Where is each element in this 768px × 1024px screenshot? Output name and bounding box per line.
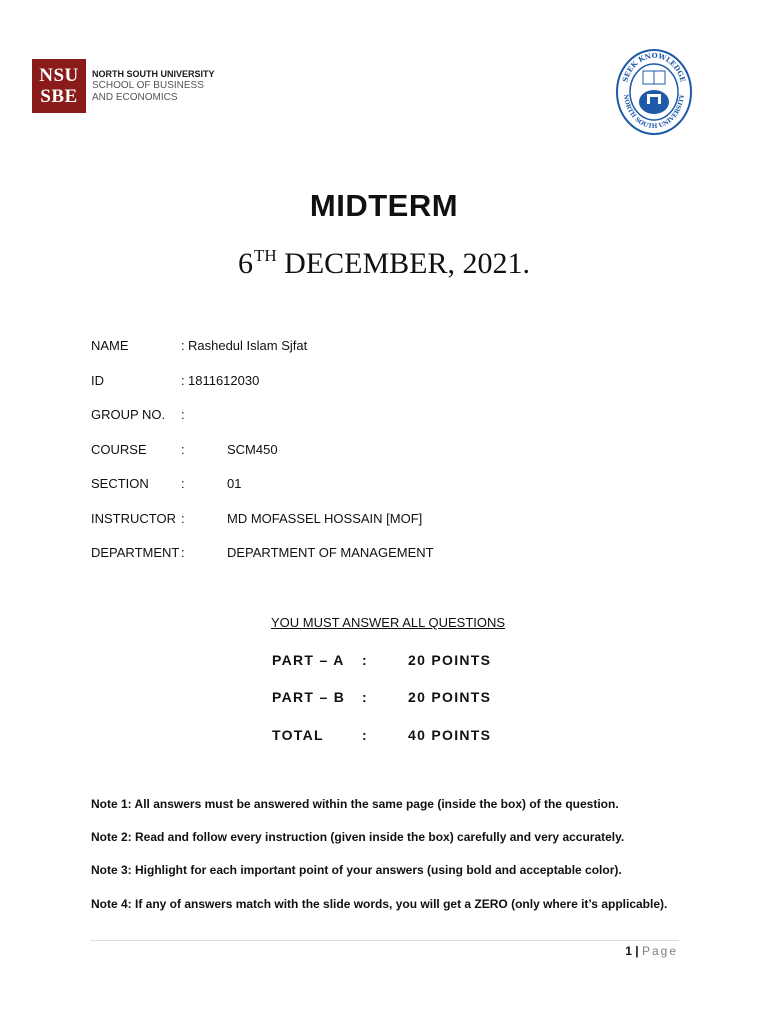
page-number-value: 1: [625, 944, 632, 958]
total-points: 40 POINTS: [408, 727, 492, 743]
date-suffix: TH: [253, 246, 277, 265]
logo-text-economics: AND ECONOMICS: [92, 92, 178, 103]
part-b-points: 20 POINTS: [408, 689, 492, 705]
part-a-points: 20 POINTS: [408, 652, 492, 668]
exam-date: [0, 246, 768, 281]
logo-text-school: SCHOOL OF BUSINESS: [92, 80, 204, 91]
page-label: Page: [641, 944, 678, 958]
part-a-label: PART – A: [272, 652, 345, 668]
part-a-colon: :: [362, 652, 368, 668]
note-1: Note 1: All answers must be answered within the same page (inside the box) of the question.: [91, 797, 619, 811]
logo-text-university: NORTH SOUTH UNIVERSITY: [92, 69, 215, 79]
date-day: 6: [237, 247, 253, 280]
logo-text: [92, 68, 215, 104]
field-department-label: DEPARTMENT: [91, 545, 180, 560]
field-name-label: NAME: [91, 338, 129, 353]
field-instructor-label: INSTRUCTOR: [91, 511, 176, 526]
seal-text-bottom: NORTH SOUTH UNIVERSITY: [622, 93, 686, 131]
field-section-label: SECTION: [91, 476, 149, 491]
part-b-label: PART – B: [272, 689, 346, 705]
total-label: TOTAL: [272, 727, 324, 743]
logo-box: [32, 59, 86, 113]
footer-divider: [90, 940, 679, 941]
field-department-colon: :: [181, 545, 185, 560]
field-course-value: SCM450: [227, 442, 278, 457]
field-department-value: DEPARTMENT OF MANAGEMENT: [227, 545, 434, 560]
page-title: MIDTERM: [309, 188, 459, 223]
field-course-colon: :: [181, 442, 185, 457]
field-course-label: COURSE: [91, 442, 147, 457]
field-instructor-colon: :: [181, 511, 185, 526]
field-section-value: 01: [227, 476, 242, 491]
seal-text-top: SEEK KNOWLEDGE: [620, 50, 688, 84]
logo-box-line-1: NSU: [39, 65, 79, 86]
field-group-colon: :: [181, 407, 185, 422]
field-section-colon: :: [181, 476, 185, 491]
field-instructor-value: MD MOFASSEL HOSSAIN [MOF]: [227, 511, 423, 526]
date-rest: DECEMBER, 2021.: [276, 247, 531, 280]
field-name-value: Rashedul Islam Sjfat: [188, 338, 308, 353]
field-group-label: GROUP NO.: [91, 407, 166, 422]
university-seal-icon: [614, 48, 694, 136]
field-name-colon: :: [181, 338, 185, 353]
field-id-label: ID: [91, 373, 104, 388]
instructions-heading: YOU MUST ANSWER ALL QUESTIONS: [271, 615, 506, 630]
note-2: Note 2: Read and follow every instruction (given inside the box) carefully and very accurately.: [91, 830, 625, 844]
page-number: [625, 944, 678, 958]
field-id-value: 1811612030: [188, 373, 260, 388]
nsu-sbe-logo: [32, 59, 215, 113]
part-b-colon: :: [362, 689, 368, 705]
field-id-colon: :: [181, 373, 185, 388]
note-3: Note 3: Highlight for each important point of your answers (using bold and acceptable color).: [91, 863, 622, 877]
total-colon: :: [362, 727, 368, 743]
page-number-separator: |: [631, 944, 642, 958]
note-4: Note 4: If any of answers match with the slide words, you will get a ZERO (only where it’s applicable).: [91, 897, 668, 911]
logo-box-line-2: SBE: [40, 86, 78, 107]
